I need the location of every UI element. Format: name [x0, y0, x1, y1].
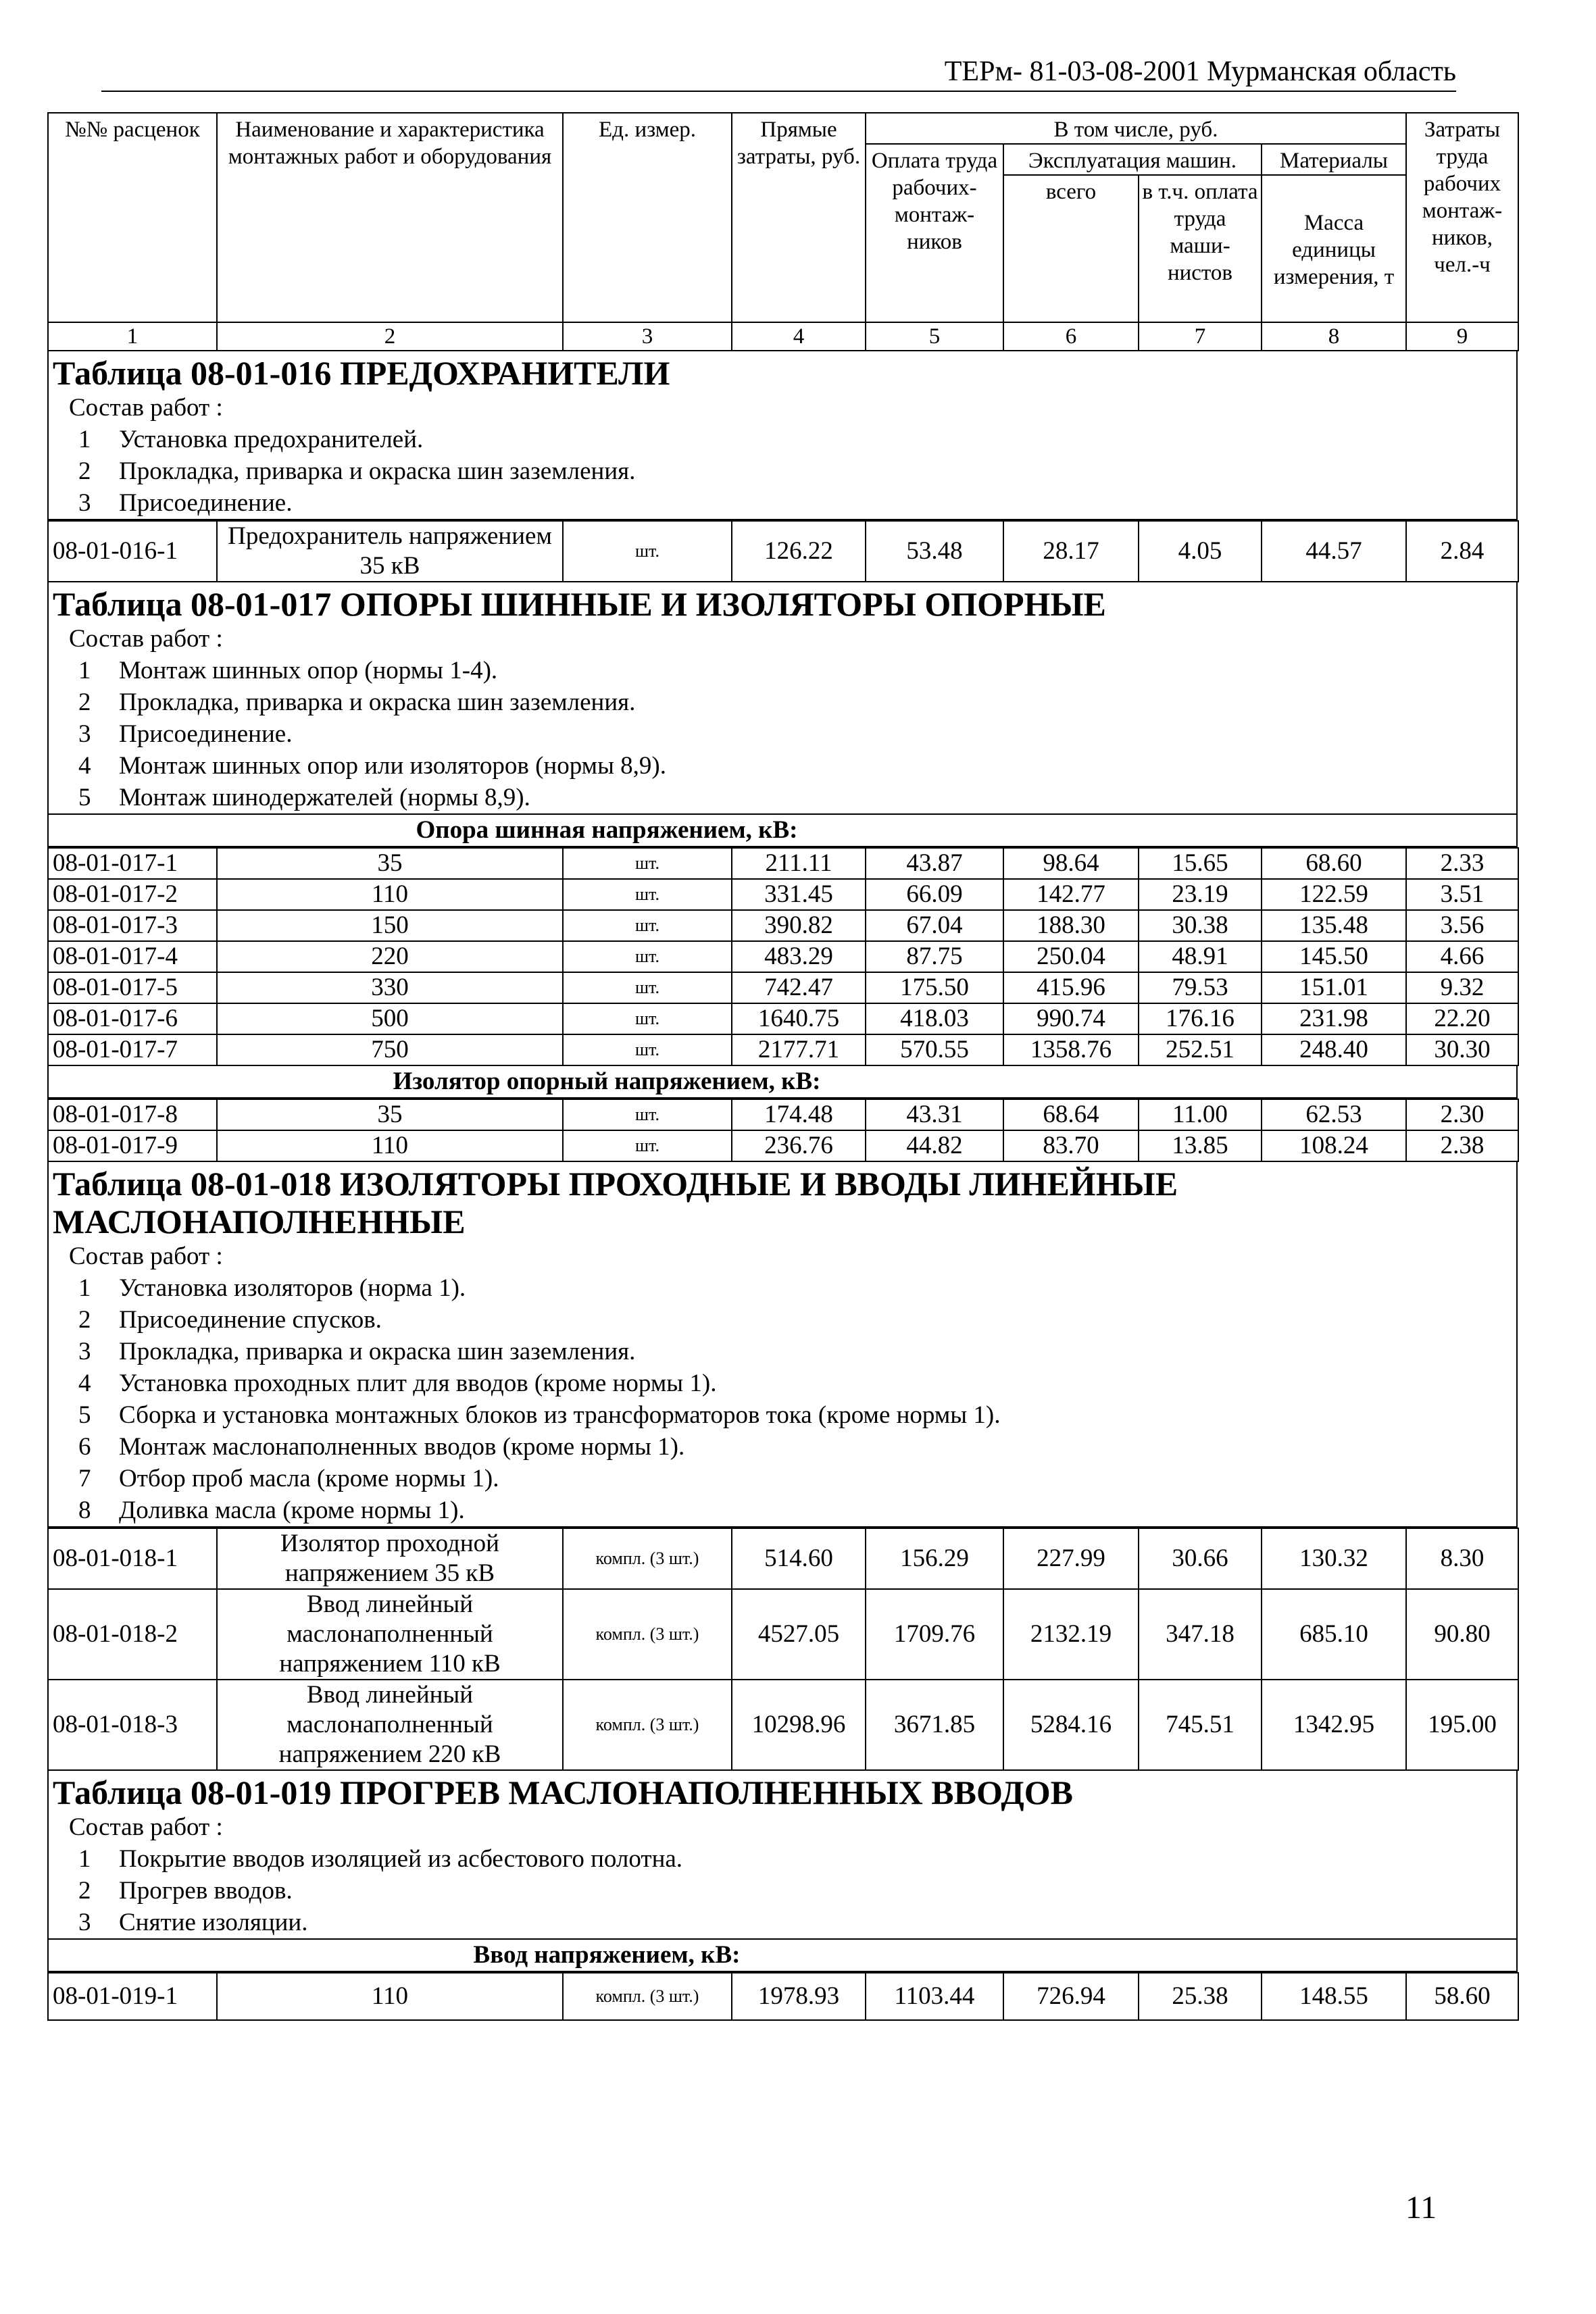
column-number: 4: [732, 322, 866, 351]
table-row: [48, 848, 1518, 879]
column-number: 7: [1139, 322, 1262, 351]
direct-cost: 483.29: [732, 941, 866, 972]
labor-hours: 2.84: [1406, 521, 1518, 582]
section-title: Таблица 08-01-016 ПРЕДОХРАНИТЕЛИ: [53, 354, 670, 392]
machine-cost: 5284.16: [1003, 1680, 1139, 1770]
col-header-name: Наименование и характеристика монтажных работ и оборудования: [217, 113, 563, 322]
direct-cost: 10298.96: [732, 1680, 866, 1770]
work-step: [49, 1843, 1516, 1875]
rate-code: 08-01-018-3: [48, 1680, 217, 1770]
step-number: 2: [78, 688, 91, 716]
machine-cost: 990.74: [1003, 1003, 1139, 1034]
work-step: [49, 1336, 1516, 1367]
labor-hours: 3.56: [1406, 910, 1518, 941]
column-number: 1: [48, 322, 217, 351]
labor-cost: 570.55: [866, 1034, 1003, 1065]
materials-cost: 44.57: [1262, 521, 1406, 582]
step-text: Установка предохранителей.: [119, 426, 424, 453]
unit: шт.: [563, 1003, 732, 1034]
materials-cost: 248.40: [1262, 1034, 1406, 1065]
direct-cost: 2177.71: [732, 1034, 866, 1065]
step-number: 3: [78, 1909, 91, 1936]
table-row: [48, 1034, 1518, 1065]
labor-hours: 30.30: [1406, 1034, 1518, 1065]
unit: компл. (3 шт.): [563, 1973, 732, 2020]
unit: компл. (3 шт.): [563, 1589, 732, 1680]
rates-rows: [47, 1099, 1519, 1162]
column-number: 9: [1406, 322, 1518, 351]
rate-code: 08-01-016-1: [48, 521, 217, 582]
document-header: ТЕРм- 81-03-08-2001 Мурманская область: [101, 55, 1456, 92]
rate-code: 08-01-017-4: [48, 941, 217, 972]
labor-hours: 2.38: [1406, 1130, 1518, 1161]
table-row: [48, 1973, 1518, 2020]
unit: шт.: [563, 1034, 732, 1065]
work-step: [49, 1431, 1516, 1463]
work-step: [49, 455, 1516, 487]
machine-cost: 83.70: [1003, 1130, 1139, 1161]
work-step: [49, 686, 1516, 718]
step-text: Прогрев вводов.: [119, 1877, 293, 1905]
materials-cost: 151.01: [1262, 972, 1406, 1003]
machinist-labor-cost: 25.38: [1139, 1973, 1262, 2020]
machinist-labor-cost: 176.16: [1139, 1003, 1262, 1034]
col-header-labor: Оплата труда рабочих-монтаж-ников: [866, 144, 1003, 322]
work-step: [49, 1875, 1516, 1907]
col-header-machines: Эксплуатация машин.: [1003, 144, 1262, 175]
step-text: Установка изоляторов (норма 1).: [119, 1274, 466, 1302]
step-text: Монтаж шинных опор или изоляторов (нормы 8,9).: [119, 752, 667, 780]
machinist-labor-cost: 79.53: [1139, 972, 1262, 1003]
labor-cost: 156.29: [866, 1528, 1003, 1589]
col-header-hours: Затраты труда рабочих монтаж-ников, чел.-ч: [1406, 113, 1518, 322]
column-number: 3: [563, 322, 732, 351]
work-step: [49, 424, 1516, 455]
labor-cost: 43.31: [866, 1099, 1003, 1130]
composition-label: Состав работ :: [69, 1242, 223, 1270]
table-row: [48, 1099, 1518, 1130]
materials-cost: 62.53: [1262, 1099, 1406, 1130]
labor-cost: 66.09: [866, 879, 1003, 910]
composition-label: Состав работ :: [69, 1813, 223, 1841]
unit: шт.: [563, 848, 732, 879]
work-step: [49, 1494, 1516, 1526]
machine-cost: 1358.76: [1003, 1034, 1139, 1065]
step-number: 4: [78, 1369, 91, 1397]
rate-code: 08-01-018-2: [48, 1589, 217, 1680]
work-name: Предохранитель напряжением 35 кВ: [217, 521, 563, 582]
work-step: [49, 1367, 1516, 1399]
machine-cost: 28.17: [1003, 521, 1139, 582]
work-step: [49, 750, 1516, 782]
table-row: [48, 941, 1518, 972]
work-step: [49, 1272, 1516, 1304]
section-title-continued: МАСЛОНАПОЛНЕННЫЕ: [53, 1203, 466, 1240]
materials-cost: 130.32: [1262, 1528, 1406, 1589]
machinist-labor-cost: 13.85: [1139, 1130, 1262, 1161]
step-number: 8: [78, 1496, 91, 1524]
direct-cost: 4527.05: [732, 1589, 866, 1680]
table-row: [48, 1130, 1518, 1161]
rates-rows: [47, 520, 1519, 582]
page-number: 11: [1405, 2190, 1437, 2225]
step-number: 5: [78, 1401, 91, 1429]
work-step: [49, 655, 1516, 686]
column-number: 5: [866, 322, 1003, 351]
column-number: 8: [1262, 322, 1406, 351]
machinist-labor-cost: 4.05: [1139, 521, 1262, 582]
machine-cost: 188.30: [1003, 910, 1139, 941]
unit: шт.: [563, 879, 732, 910]
machinist-labor-cost: 48.91: [1139, 941, 1262, 972]
section-title: Таблица 08-01-019 ПРОГРЕВ МАСЛОНАПОЛНЕННЫХ ВВОДОВ: [53, 1774, 1074, 1811]
col-header-group: В том числе, руб.: [866, 113, 1406, 144]
col-header-mach-labor: в т.ч. оплата труда маши-нистов: [1139, 175, 1262, 322]
labor-hours: 2.30: [1406, 1099, 1518, 1130]
rate-code: 08-01-017-7: [48, 1034, 217, 1065]
col-header-mach-total: всего: [1003, 175, 1139, 322]
labor-hours: 8.30: [1406, 1528, 1518, 1589]
step-text: Монтаж шинодержателей (нормы 8,9).: [119, 784, 530, 811]
work-name: 750: [217, 1034, 563, 1065]
machine-cost: 142.77: [1003, 879, 1139, 910]
work-name: Ввод линейный маслонаполненный напряжением 220 кВ: [217, 1680, 563, 1770]
work-name: 110: [217, 879, 563, 910]
section-title: Таблица 08-01-017 ОПОРЫ ШИННЫЕ И ИЗОЛЯТОРЫ ОПОРНЫЕ: [53, 585, 1106, 623]
unit: шт.: [563, 1130, 732, 1161]
rates-rows: [47, 1972, 1519, 2021]
col-header-direct: Прямые затраты, руб.: [732, 113, 866, 322]
materials-cost: 122.59: [1262, 879, 1406, 910]
direct-cost: 236.76: [732, 1130, 866, 1161]
step-number: 4: [78, 752, 91, 780]
table-row: [48, 521, 1518, 582]
work-step: [49, 1399, 1516, 1431]
labor-hours: 2.33: [1406, 848, 1518, 879]
step-number: 1: [78, 426, 91, 453]
rates-rows: [47, 1528, 1519, 1771]
work-name: 330: [217, 972, 563, 1003]
machinist-labor-cost: 30.38: [1139, 910, 1262, 941]
column-header-table: [47, 112, 1519, 351]
machine-cost: 68.64: [1003, 1099, 1139, 1130]
labor-cost: 1103.44: [866, 1973, 1003, 2020]
rate-code: 08-01-017-2: [48, 879, 217, 910]
work-step: [49, 718, 1516, 750]
section-08-01-016: [47, 351, 1518, 520]
labor-cost: 1709.76: [866, 1589, 1003, 1680]
machine-cost: 726.94: [1003, 1973, 1139, 2020]
materials-cost: 231.98: [1262, 1003, 1406, 1034]
rates-table: [47, 112, 1518, 2021]
work-step: [49, 487, 1516, 519]
table-row: [48, 879, 1518, 910]
work-name: Изолятор проходной напряжением 35 кВ: [217, 1528, 563, 1589]
machinist-labor-cost: 745.51: [1139, 1680, 1262, 1770]
unit: компл. (3 шт.): [563, 1528, 732, 1589]
work-name: 110: [217, 1130, 563, 1161]
labor-hours: 195.00: [1406, 1680, 1518, 1770]
table-row: [48, 910, 1518, 941]
step-number: 3: [78, 720, 91, 748]
rates-rows: [47, 847, 1519, 1066]
rate-code: 08-01-019-1: [48, 1973, 217, 2020]
machine-cost: 2132.19: [1003, 1589, 1139, 1680]
work-step: [49, 1907, 1516, 1938]
direct-cost: 1978.93: [732, 1973, 866, 2020]
direct-cost: 211.11: [732, 848, 866, 879]
column-number: 6: [1003, 322, 1139, 351]
step-number: 5: [78, 784, 91, 811]
column-number: 2: [217, 322, 563, 351]
step-number: 2: [78, 1877, 91, 1905]
rate-code: 08-01-017-5: [48, 972, 217, 1003]
table-row: [48, 1589, 1518, 1680]
labor-hours: 58.60: [1406, 1973, 1518, 2020]
step-number: 7: [78, 1465, 91, 1492]
labor-cost: 44.82: [866, 1130, 1003, 1161]
step-text: Установка проходных плит для вводов (кроме нормы 1).: [119, 1369, 717, 1397]
step-text: Отбор проб масла (кроме нормы 1).: [119, 1465, 499, 1492]
step-text: Снятие изоляции.: [119, 1909, 308, 1936]
step-text: Присоединение спусков.: [119, 1306, 382, 1334]
step-number: 3: [78, 1338, 91, 1365]
col-header-mass: Масса единицы измерения, т: [1262, 175, 1406, 322]
rate-code: 08-01-017-3: [48, 910, 217, 941]
col-header-code: №№ расценок: [48, 113, 217, 322]
rate-code: 08-01-017-1: [48, 848, 217, 879]
step-number: 1: [78, 1845, 91, 1873]
labor-cost: 53.48: [866, 521, 1003, 582]
materials-cost: 685.10: [1262, 1589, 1406, 1680]
unit: шт.: [563, 521, 732, 582]
subheading: Ввод напряжением, кВ:: [47, 1940, 1518, 1972]
step-text: Покрытие вводов изоляцией из асбестового полотна.: [119, 1845, 683, 1873]
step-text: Монтаж шинных опор (нормы 1-4).: [119, 657, 498, 684]
direct-cost: 742.47: [732, 972, 866, 1003]
machine-cost: 250.04: [1003, 941, 1139, 972]
work-name: 150: [217, 910, 563, 941]
unit: компл. (3 шт.): [563, 1680, 732, 1770]
labor-cost: 418.03: [866, 1003, 1003, 1034]
machinist-labor-cost: 30.66: [1139, 1528, 1262, 1589]
direct-cost: 174.48: [732, 1099, 866, 1130]
unit: шт.: [563, 1099, 732, 1130]
col-header-materials: Материалы: [1262, 144, 1406, 175]
step-number: 6: [78, 1433, 91, 1461]
rate-code: 08-01-017-9: [48, 1130, 217, 1161]
step-text: Присоединение.: [119, 489, 293, 517]
col-header-unit: Ед. измер.: [563, 113, 732, 322]
work-step: [49, 1463, 1516, 1494]
labor-cost: 175.50: [866, 972, 1003, 1003]
materials-cost: 68.60: [1262, 848, 1406, 879]
work-name: 500: [217, 1003, 563, 1034]
rate-code: 08-01-017-8: [48, 1099, 217, 1130]
materials-cost: 108.24: [1262, 1130, 1406, 1161]
table-row: [48, 1680, 1518, 1770]
labor-hours: 90.80: [1406, 1589, 1518, 1680]
work-step: [49, 1304, 1516, 1336]
labor-hours: 22.20: [1406, 1003, 1518, 1034]
section-08-01-017: [47, 582, 1518, 815]
section-08-01-018: [47, 1162, 1518, 1528]
labor-hours: 3.51: [1406, 879, 1518, 910]
machine-cost: 98.64: [1003, 848, 1139, 879]
machinist-labor-cost: 23.19: [1139, 879, 1262, 910]
work-name: 220: [217, 941, 563, 972]
work-name: Ввод линейный маслонаполненный напряжением 110 кВ: [217, 1589, 563, 1680]
unit: шт.: [563, 972, 732, 1003]
labor-hours: 9.32: [1406, 972, 1518, 1003]
step-text: Доливка масла (кроме нормы 1).: [119, 1496, 465, 1524]
unit: шт.: [563, 941, 732, 972]
step-number: 2: [78, 457, 91, 485]
direct-cost: 514.60: [732, 1528, 866, 1589]
subheading: Изолятор опорный напряжением, кВ:: [47, 1066, 1518, 1099]
step-text: Прокладка, приварка и окраска шин заземления.: [119, 1338, 636, 1365]
table-row: [48, 1003, 1518, 1034]
labor-cost: 67.04: [866, 910, 1003, 941]
direct-cost: 126.22: [732, 521, 866, 582]
rate-code: 08-01-017-6: [48, 1003, 217, 1034]
direct-cost: 390.82: [732, 910, 866, 941]
machinist-labor-cost: 15.65: [1139, 848, 1262, 879]
table-row: [48, 972, 1518, 1003]
work-name: 35: [217, 848, 563, 879]
rate-code: 08-01-018-1: [48, 1528, 217, 1589]
composition-label: Состав работ :: [69, 625, 223, 653]
materials-cost: 1342.95: [1262, 1680, 1406, 1770]
materials-cost: 135.48: [1262, 910, 1406, 941]
labor-cost: 3671.85: [866, 1680, 1003, 1770]
step-number: 3: [78, 489, 91, 517]
step-text: Прокладка, приварка и окраска шин заземления.: [119, 457, 636, 485]
step-text: Сборка и установка монтажных блоков из трансформаторов тока (кроме нормы 1).: [119, 1401, 1001, 1429]
labor-cost: 43.87: [866, 848, 1003, 879]
materials-cost: 148.55: [1262, 1973, 1406, 2020]
work-step: [49, 782, 1516, 813]
section-title: Таблица 08-01-018 ИЗОЛЯТОРЫ ПРОХОДНЫЕ И ВВОДЫ ЛИНЕЙНЫЕ: [53, 1165, 1178, 1203]
machine-cost: 415.96: [1003, 972, 1139, 1003]
subheading: Опора шинная напряжением, кВ:: [47, 815, 1518, 847]
direct-cost: 331.45: [732, 879, 866, 910]
labor-cost: 87.75: [866, 941, 1003, 972]
section-08-01-019: [47, 1771, 1518, 1940]
step-text: Монтаж маслонаполненных вводов (кроме нормы 1).: [119, 1433, 685, 1461]
direct-cost: 1640.75: [732, 1003, 866, 1034]
machinist-labor-cost: 347.18: [1139, 1589, 1262, 1680]
step-number: 2: [78, 1306, 91, 1334]
table-row: [48, 1528, 1518, 1589]
step-number: 1: [78, 1274, 91, 1302]
work-name: 35: [217, 1099, 563, 1130]
machinist-labor-cost: 252.51: [1139, 1034, 1262, 1065]
step-text: Прокладка, приварка и окраска шин заземления.: [119, 688, 636, 716]
labor-hours: 4.66: [1406, 941, 1518, 972]
unit: шт.: [563, 910, 732, 941]
composition-label: Состав работ :: [69, 394, 223, 422]
machinist-labor-cost: 11.00: [1139, 1099, 1262, 1130]
step-text: Присоединение.: [119, 720, 293, 748]
step-number: 1: [78, 657, 91, 684]
work-name: 110: [217, 1973, 563, 2020]
materials-cost: 145.50: [1262, 941, 1406, 972]
machine-cost: 227.99: [1003, 1528, 1139, 1589]
